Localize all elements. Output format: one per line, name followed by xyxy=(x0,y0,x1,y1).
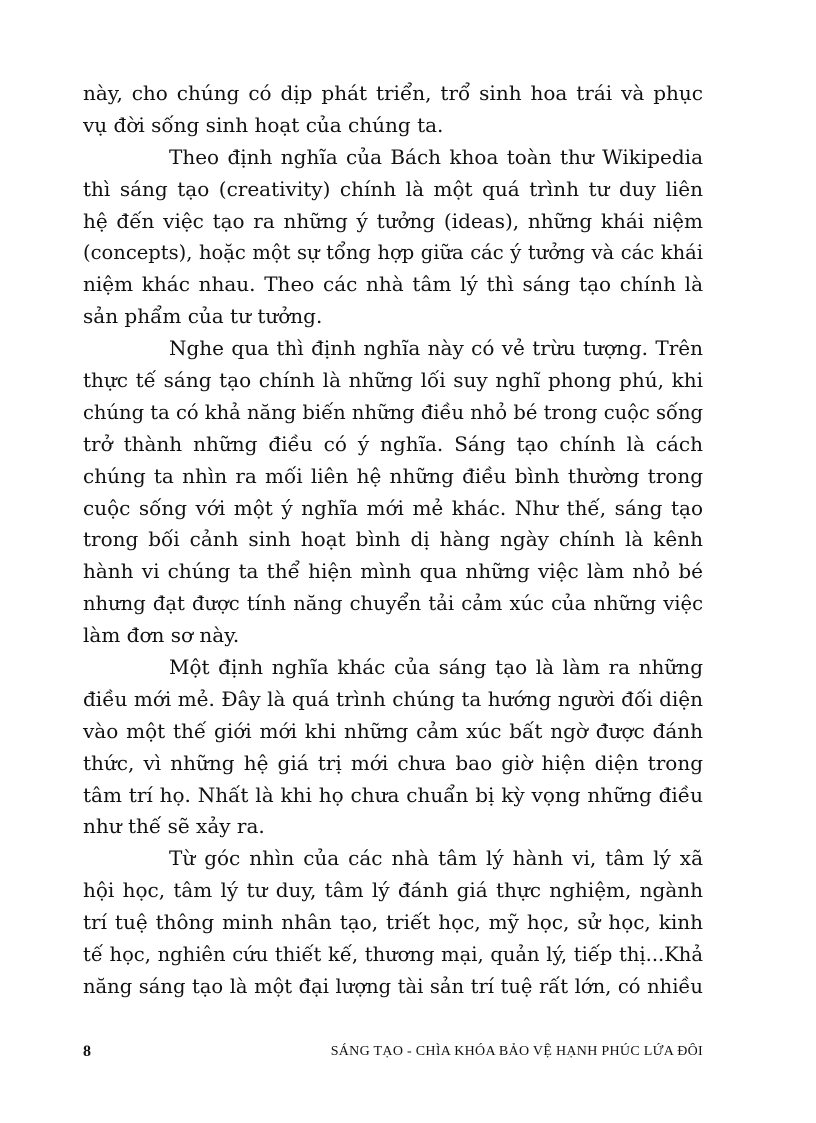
text-line: điều mới mẻ. Đây là quá trình chúng ta hướng người đối diện xyxy=(83,686,703,711)
text-line: trong bối cảnh sinh hoạt bình dị hàng ngày chính là kênh xyxy=(83,527,703,552)
text-line: niệm khác nhau. Theo các nhà tâm lý thì sáng tạo chính là xyxy=(83,272,703,297)
text-line: trở thành những điều có ý nghĩa. Sáng tạo chính là cách xyxy=(83,431,703,456)
text-line: trí tuệ thông minh nhân tạo, triết học, mỹ học, sử học, kinh xyxy=(83,910,703,935)
page-number: 8 xyxy=(83,1043,91,1060)
text-line: chúng ta nhìn ra mối liên hệ những điều bình thường trong xyxy=(83,463,703,488)
text-line: thức, vì những hệ giá trị mới chưa bao giờ hiện diện trong xyxy=(83,750,703,775)
text-line: tế học, nghiên cứu thiết kế, thương mại, quản lý, tiếp thị...Khả xyxy=(83,943,703,967)
text-line: hành vi chúng ta thể hiện mình qua những việc làm nhỏ bé xyxy=(83,559,703,584)
text-line: tâm trí họ. Nhất là khi họ chưa chuẩn bị kỳ vọng những điều xyxy=(83,782,703,807)
text-line: nhưng đạt được tính năng chuyển tải cảm xúc của những việc xyxy=(83,592,703,616)
text-line: Một định nghĩa khác của sáng tạo là làm ra những xyxy=(169,655,703,680)
text-line: làm đơn sơ này. xyxy=(83,623,240,648)
text-line: năng sáng tạo là một đại lượng tài sản trí tuệ rất lớn, có nhiều xyxy=(83,974,703,998)
text-line: Theo định nghĩa của Bách khoa toàn thư Wikipedia xyxy=(169,144,703,169)
text-line: thì sáng tạo (creativity) chính là một quá trình tư duy liên xyxy=(83,176,703,201)
text-line: (concepts), hoặc một sự tổng hợp giữa các ý tưởng và các khái xyxy=(83,241,703,265)
text-line: hội học, tâm lý tư duy, tâm lý đánh giá thực nghiệm, ngành xyxy=(83,878,703,903)
text-line: vụ đời sống sinh hoạt của chúng ta. xyxy=(83,112,444,137)
text-line: này, cho chúng có dịp phát triển, trổ sinh hoa trái và phục xyxy=(83,81,703,105)
page-footer xyxy=(83,1040,703,1064)
page-body xyxy=(83,78,703,1003)
text-line: như thế sẽ xảy ra. xyxy=(83,814,265,839)
text-line: chúng ta có khả năng biến những điều nhỏ bé trong cuộc sống xyxy=(83,400,704,424)
text-line: Từ góc nhìn của các nhà tâm lý hành vi, tâm lý xã xyxy=(169,846,703,871)
text-line: Nghe qua thì định nghĩa này có vẻ trừu tượng. Trên xyxy=(169,336,703,361)
text-line: hệ đến việc tạo ra những ý tưởng (ideas), những khái niệm xyxy=(83,208,703,233)
text-line: vào một thế giới mới khi những cảm xúc bất ngờ được đánh xyxy=(83,718,703,743)
text-line: thực tế sáng tạo chính là những lối suy nghĩ phong phú, khi xyxy=(83,368,703,393)
text-line: cuộc sống với một ý nghĩa mới mẻ khác. Như thế, sáng tạo xyxy=(83,495,703,520)
text-line: sản phẩm của tư tưởng. xyxy=(83,304,323,329)
running-title: SÁNG TẠO - CHÌA KHÓA BẢO VỆ HẠNH PHÚC LỨA ĐÔI xyxy=(330,1044,703,1059)
